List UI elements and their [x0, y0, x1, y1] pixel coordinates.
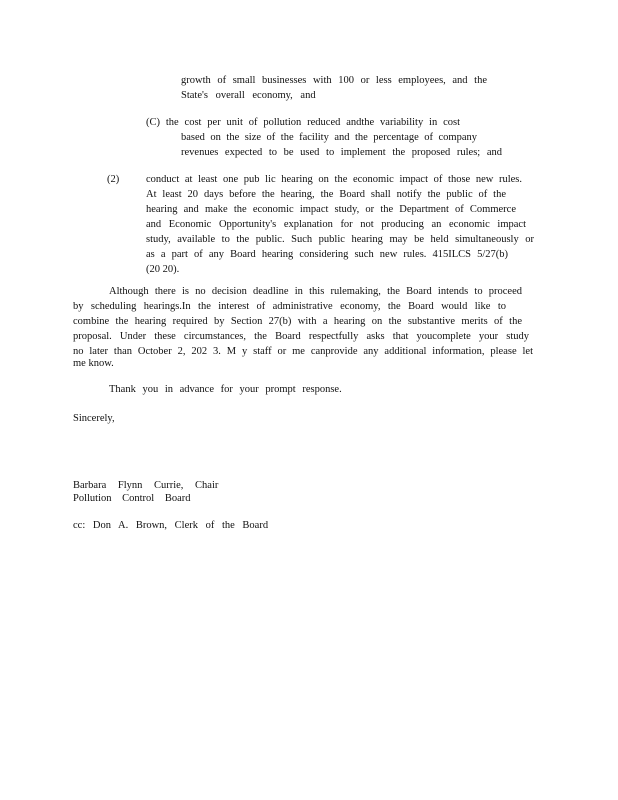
item-2-marker: (2): [107, 174, 120, 185]
item-2-line-7: (20 20).: [146, 264, 180, 275]
item-2-line-1: conduct at least one pub lic hearing on the economic impact of those new rules.: [146, 174, 522, 185]
para-although-line-4: proposal. Under these circumstances, the Board respectfully asks that youcomplete your study: [73, 331, 529, 342]
para-although-line-1: Although there is no decision deadline in this rulemaking, the Board intends to proceed: [109, 286, 522, 297]
item-2-line-4: and Economic Opportunity's explanation for not producing an economic impact: [146, 219, 526, 230]
signature-name: Barbara Flynn Currie, Chair: [73, 480, 219, 491]
para-although-line-2: by scheduling hearings.In the interest of administrative economy, the Board would like to: [73, 301, 506, 312]
para-although-line-6: me know.: [73, 358, 114, 369]
item-2-line-2: At least 20 days before the hearing, the Board shall notify the public of the: [146, 189, 506, 200]
item-2-line-3: hearing and make the economic impact study, or the Department of Commerce: [146, 204, 516, 215]
para-although-line-5: no later than October 2, 202 3. M y staff or me canprovide any additional information, please let: [73, 346, 533, 357]
item-c-line-1: (C) the cost per unit of pollution reduced andthe variability in cost: [146, 117, 460, 128]
growth-line-1: growth of small businesses with 100 or less employees, and the: [181, 75, 487, 86]
para-although-line-3: combine the hearing required by Section 27(b) with a hearing on the substantive merits of the: [73, 316, 522, 327]
item-c-line-3: revenues expected to be used to implement the proposed rules; and: [181, 147, 502, 158]
growth-line-2: State's overall economy, and: [181, 90, 316, 101]
item-c-line-2: based on the size of the facility and the percentage of company: [181, 132, 477, 143]
thanks-line: Thank you in advance for your prompt response.: [109, 384, 342, 395]
signature-org: Pollution Control Board: [73, 493, 191, 504]
item-2-line-5: study, available to the public. Such public hearing may be held simultaneously or: [146, 234, 534, 245]
item-2-line-6: as a part of any Board hearing considering such new rules. 415ILCS 5/27(b): [146, 249, 508, 260]
cc-line: cc: Don A. Brown, Clerk of the Board: [73, 520, 269, 531]
closing-salutation: Sincerely,: [73, 413, 115, 424]
